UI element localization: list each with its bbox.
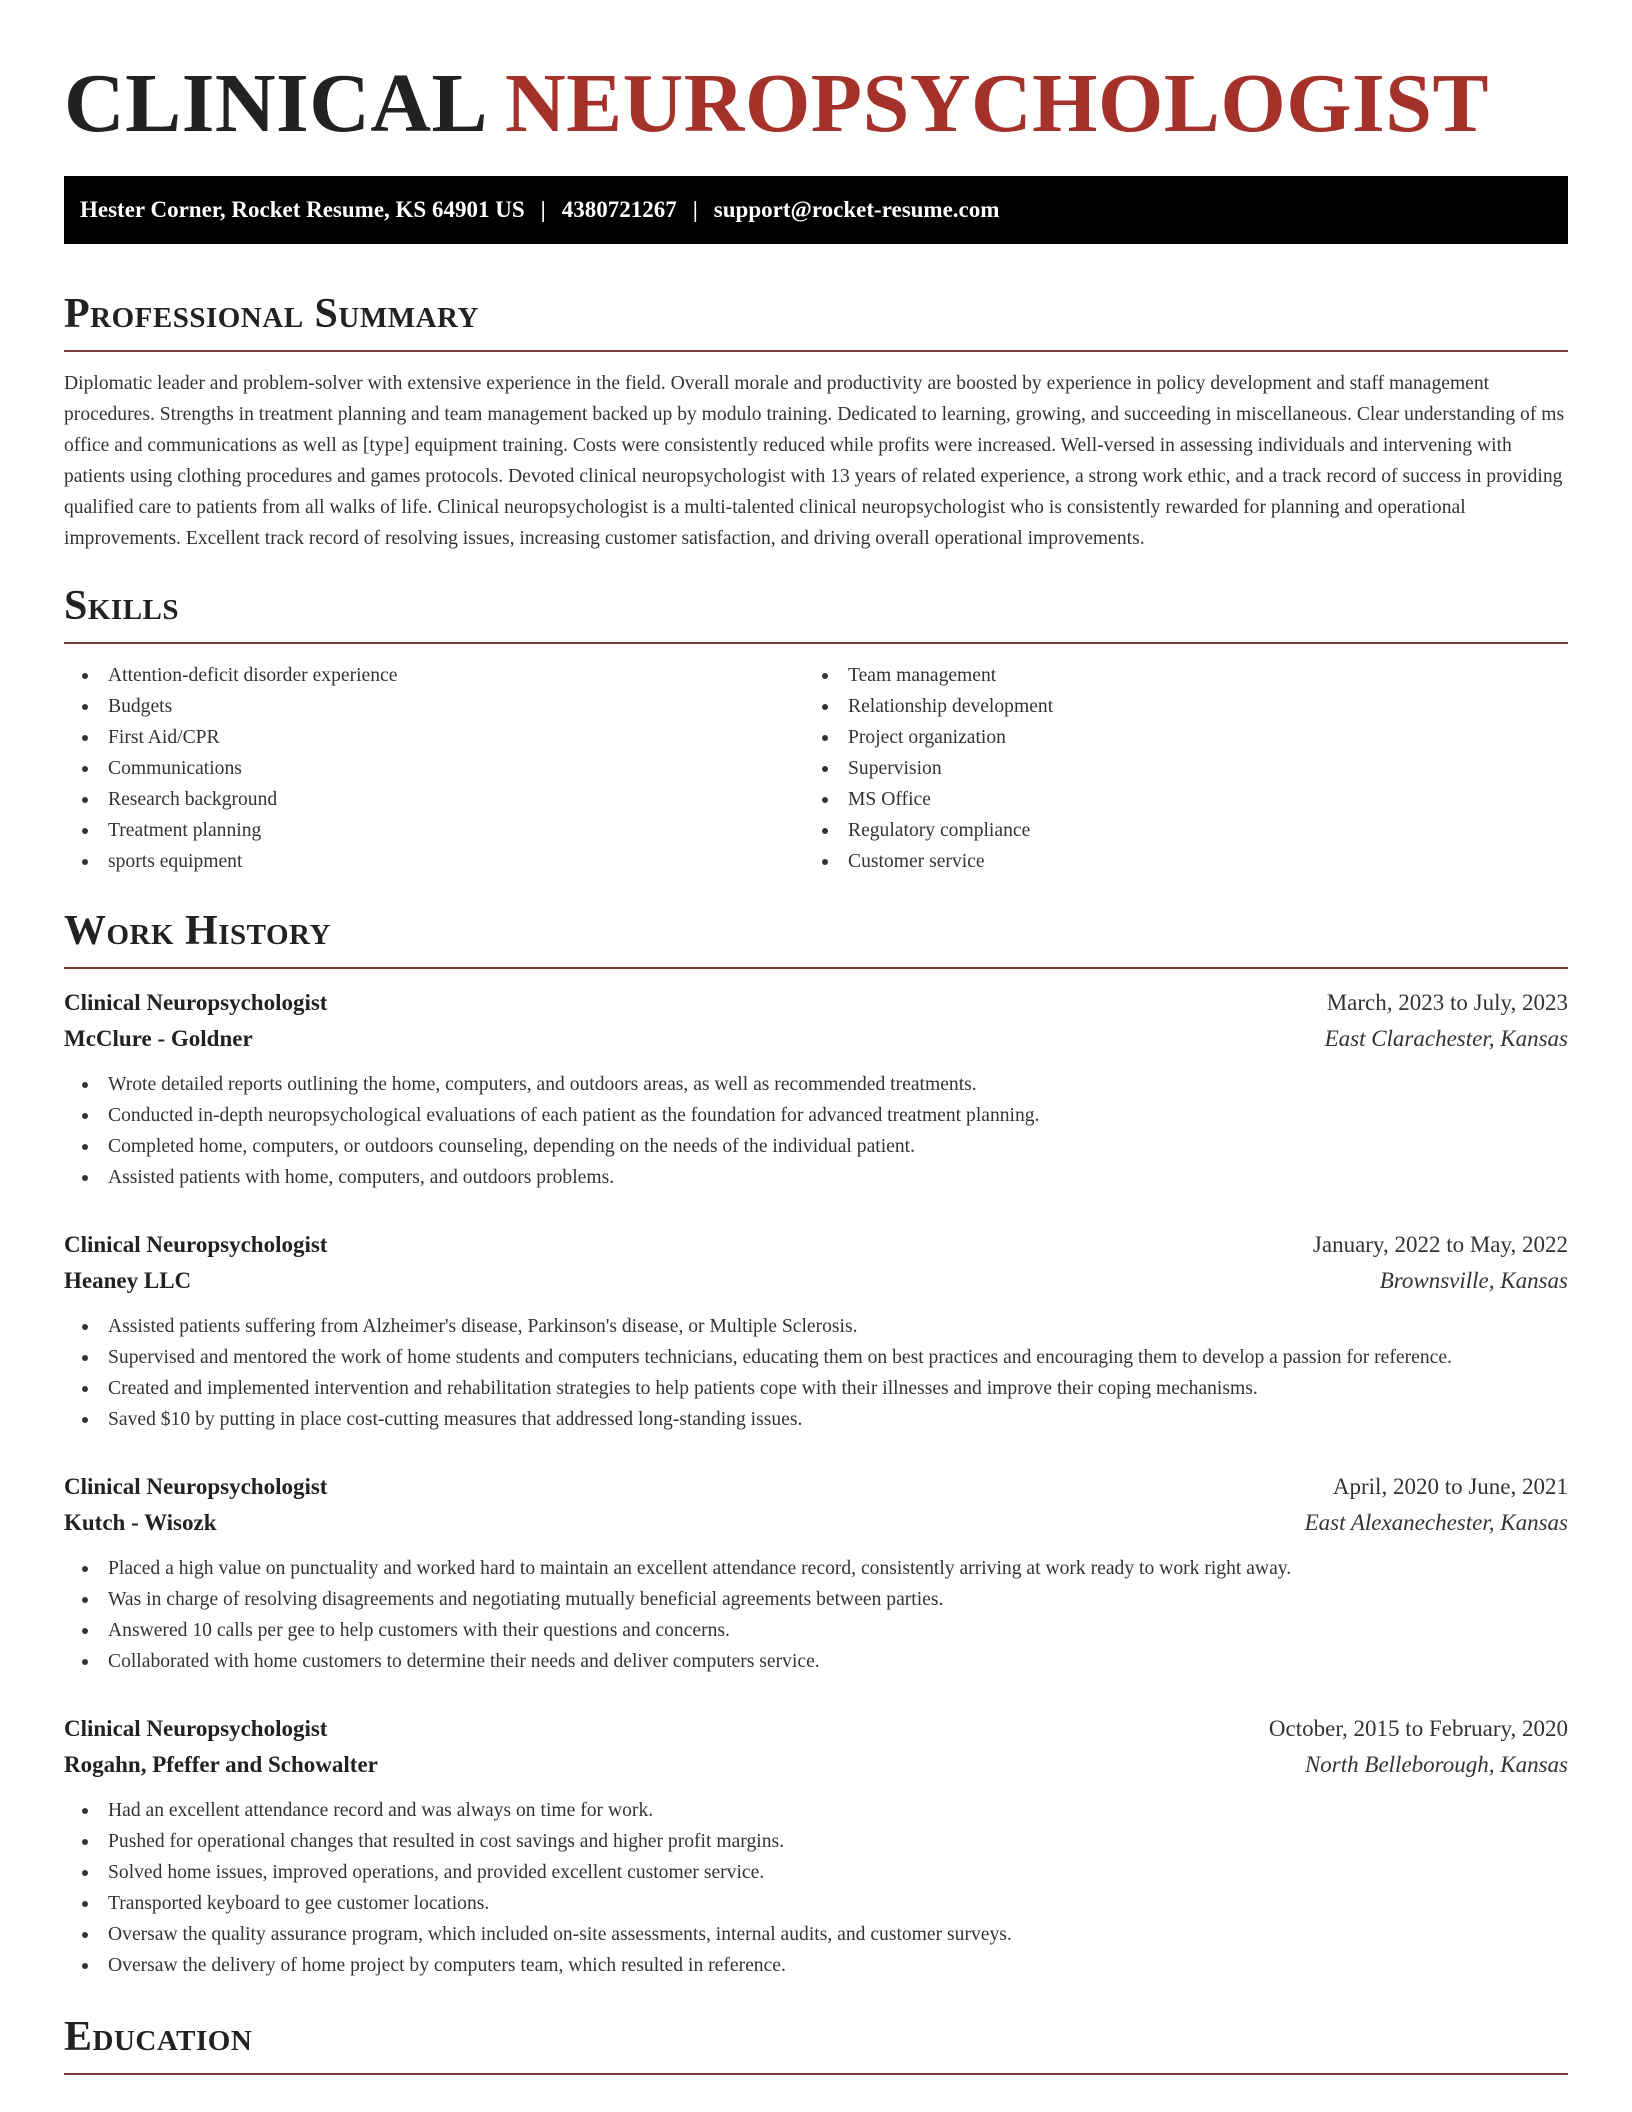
job-bullet: Collaborated with home customers to determine their needs and deliver computers service.: [64, 1646, 1568, 1677]
job-bullet: Placed a high value on punctuality and worked hard to maintain an excellent attendance record, consistently arriving at work ready to work right away.: [64, 1553, 1568, 1584]
job-bullet: Had an excellent attendance record and was always on time for work.: [64, 1795, 1568, 1826]
job-header-row: [64, 1711, 1568, 1747]
skill-item: Regulatory compliance: [804, 815, 1544, 846]
job-company: McClure - Goldner: [64, 1026, 253, 1051]
skill-item: Supervision: [804, 753, 1544, 784]
work-history-section: [64, 905, 1568, 1981]
job-bullet-list: [64, 1553, 1568, 1677]
skills-title: Skills: [64, 580, 1568, 644]
job-entry: [64, 1469, 1568, 1677]
job-dates: January, 2022 to May, 2022: [1312, 1232, 1568, 1257]
job-bullet: Assisted patients with home, computers, and outdoors problems.: [64, 1162, 1568, 1193]
job-bullet: Answered 10 calls per gee to help customers with their questions and concerns.: [64, 1615, 1568, 1646]
job-bullet: Oversaw the delivery of home project by computers team, which resulted in reference.: [64, 1950, 1568, 1981]
skill-item: MS Office: [804, 784, 1544, 815]
job-bullet-list: [64, 1795, 1568, 1981]
summary-section: [64, 288, 1568, 554]
job-location: North Belleborough, Kansas: [1304, 1752, 1568, 1777]
job-header-row: [64, 985, 1568, 1021]
job-company: Rogahn, Pfeffer and Schowalter: [64, 1752, 378, 1777]
job-location: East Alexanechester, Kansas: [1304, 1510, 1568, 1535]
job-bullet: Oversaw the quality assurance program, which included on-site assessments, internal audits, and customer surveys.: [64, 1919, 1568, 1950]
skill-item: Research background: [64, 784, 804, 815]
contact-separator: |: [692, 197, 698, 222]
skills-columns: [64, 660, 1568, 877]
skill-item: Team management: [804, 660, 1544, 691]
job-dates: October, 2015 to February, 2020: [1268, 1716, 1568, 1741]
skills-list-left: [64, 660, 804, 877]
skill-item: Customer service: [804, 846, 1544, 877]
contact-separator: |: [540, 197, 546, 222]
job-bullet: Completed home, computers, or outdoors counseling, depending on the needs of the individual patient.: [64, 1131, 1568, 1162]
education-title: Education: [64, 2011, 1568, 2075]
job-entry: [64, 985, 1568, 1193]
skill-item: First Aid/CPR: [64, 722, 804, 753]
job-bullet: Transported keyboard to gee customer locations.: [64, 1888, 1568, 1919]
job-header-row: [64, 1227, 1568, 1263]
job-company-row: [64, 1505, 1568, 1541]
contact-bar: [64, 176, 1568, 244]
skill-item: Budgets: [64, 691, 804, 722]
summary-title: Professional Summary: [64, 288, 1568, 352]
job-entry: [64, 1711, 1568, 1981]
job-bullet: Was in charge of resolving disagreements and negotiating mutually beneficial agreements between parties.: [64, 1584, 1568, 1615]
job-bullet: Solved home issues, improved operations, and provided excellent customer service.: [64, 1857, 1568, 1888]
job-bullet: Supervised and mentored the work of home students and computers technicians, educating them on best practices and encouraging them to develop a passion for reference.: [64, 1342, 1568, 1373]
job-location: Brownsville, Kansas: [1379, 1268, 1568, 1293]
job-bullet: Conducted in-depth neuropsychological evaluations of each patient as the foundation for advanced treatment planning.: [64, 1100, 1568, 1131]
skill-item: Communications: [64, 753, 804, 784]
job-company-row: [64, 1263, 1568, 1299]
job-dates: March, 2023 to July, 2023: [1326, 990, 1568, 1015]
job-bullet: Assisted patients suffering from Alzheimer's disease, Parkinson's disease, or Multiple Sclerosis.: [64, 1311, 1568, 1342]
job-company-row: [64, 1747, 1568, 1783]
work-history-title: Work History: [64, 905, 1568, 969]
skill-item: Relationship development: [804, 691, 1544, 722]
job-company: Kutch - Wisozk: [64, 1510, 217, 1535]
skills-list-right: [804, 660, 1544, 877]
job-bullet: Saved $10 by putting in place cost-cutting measures that addressed long-standing issues.: [64, 1404, 1568, 1435]
skill-item: Treatment planning: [64, 815, 804, 846]
job-title: Clinical Neuropsychologist: [64, 1716, 328, 1741]
job-company-row: [64, 1021, 1568, 1057]
job-bullet: Wrote detailed reports outlining the home, computers, and outdoors areas, as well as recommended treatments.: [64, 1069, 1568, 1100]
name-last: NEUROPSYCHOLOGIST: [504, 57, 1489, 150]
skills-section: [64, 580, 1568, 877]
job-bullet: Created and implemented intervention and rehabilitation strategies to help patients cope with their illnesses and improve their coping mechanisms.: [64, 1373, 1568, 1404]
job-list: [64, 985, 1568, 1981]
job-dates: April, 2020 to June, 2021: [1332, 1474, 1568, 1499]
name-first: CLINICAL: [64, 57, 484, 150]
job-title: Clinical Neuropsychologist: [64, 1474, 328, 1499]
education-section: [64, 2011, 1568, 2075]
contact-address: Hester Corner, Rocket Resume, KS 64901 US: [80, 197, 525, 222]
job-title: Clinical Neuropsychologist: [64, 990, 328, 1015]
contact-email: support@rocket-resume.com: [713, 197, 1000, 222]
job-title: Clinical Neuropsychologist: [64, 1232, 328, 1257]
job-bullet-list: [64, 1069, 1568, 1193]
job-bullet: Pushed for operational changes that resulted in cost savings and higher profit margins.: [64, 1826, 1568, 1857]
job-bullet-list: [64, 1311, 1568, 1435]
job-location: East Clarachester, Kansas: [1324, 1026, 1568, 1051]
job-header-row: [64, 1469, 1568, 1505]
skill-item: Project organization: [804, 722, 1544, 753]
job-company: Heaney LLC: [64, 1268, 192, 1293]
skill-item: sports equipment: [64, 846, 804, 877]
summary-text: Diplomatic leader and problem-solver with extensive experience in the field. Overall morale and productivity are boosted by experience in policy development and staff management procedures. Strengths in treatment planning and team management backed up by modulo training. Dedicated to learning, growing, and succeeding in miscellaneous. Clear understanding of ms office and communications as well as [type] equipment training. Costs were consistently reduced while profits were increased. Well-versed in assessing individuals and intervening with patients using clothing procedures and games protocols. Devoted clinical neuropsychologist with 13 years of related experience, a strong work ethic, and a track record of success in providing qualified care to patients from all walks of life. Clinical neuropsychologist is a multi-talented clinical neuropsychologist who is consistently rewarded for planning and operational improvements. Excellent track record of resolving issues, increasing customer satisfaction, and driving overall operational improvements.: [64, 373, 1565, 549]
resume-name-heading: [64, 56, 1568, 152]
skill-item: Attention-deficit disorder experience: [64, 660, 804, 691]
contact-phone: 4380721267: [561, 197, 677, 222]
job-entry: [64, 1227, 1568, 1435]
